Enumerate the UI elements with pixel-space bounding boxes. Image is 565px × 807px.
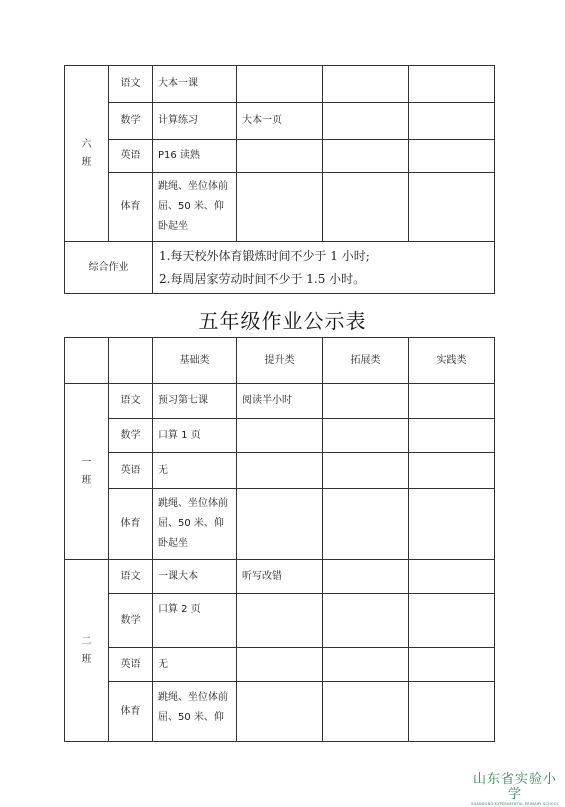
class-label: 一 班 — [65, 384, 109, 560]
summary-line-2: 2.每周居家劳动时间不少于 1.5 小时。 — [159, 271, 366, 286]
practice-cell — [409, 66, 495, 103]
practice-cell — [409, 648, 495, 682]
advanced-cell — [237, 682, 323, 742]
table-row — [65, 648, 495, 682]
basic-cell: 跳绳、坐位体前 屈、50 米、仰 — [153, 682, 237, 742]
basic-cell: 跳绳、坐位体前 屈、50 米、仰 卧起坐 — [153, 489, 237, 560]
advanced-cell — [237, 648, 323, 682]
subject-cell: 数学 — [109, 594, 153, 648]
extension-cell — [323, 384, 409, 419]
practice-cell — [409, 453, 495, 489]
basic-cell: 跳绳、坐位体前 屈、50 米、仰 卧起坐 — [153, 173, 237, 242]
advanced-cell — [237, 419, 323, 453]
subject-cell: 语文 — [109, 384, 153, 419]
homework-table — [64, 337, 495, 742]
practice-cell — [409, 173, 495, 242]
corner-cell — [109, 338, 153, 384]
practice-cell — [409, 140, 495, 173]
subject-cell: 数学 — [109, 103, 153, 140]
summary-line-1: 1.每天校外体育锻炼时间不少于 1 小时; — [159, 248, 370, 263]
basic-cell: 无 — [153, 648, 237, 682]
basic-cell: 一课大本 — [153, 560, 237, 594]
extension-cell — [323, 489, 409, 560]
school-name-en: SHANDONG EXPERIMENTAL PRIMARY SCHOOL — [471, 802, 559, 806]
advanced-cell — [237, 489, 323, 560]
table-row — [65, 384, 495, 419]
class-six-table — [64, 65, 495, 294]
advanced-cell: 阅读半小时 — [237, 384, 323, 419]
basic-cell: 大本一课 — [153, 66, 237, 103]
subject-cell: 英语 — [109, 453, 153, 489]
basic-cell: 口算 2 页 — [153, 594, 237, 648]
subject-cell: 体育 — [109, 173, 153, 242]
extension-cell — [323, 560, 409, 594]
subject-cell: 语文 — [109, 560, 153, 594]
header-extension: 拓展类 — [323, 338, 409, 384]
extension-cell — [323, 648, 409, 682]
advanced-cell — [237, 594, 323, 648]
table-row — [65, 173, 495, 242]
extension-cell — [323, 419, 409, 453]
practice-cell — [409, 419, 495, 453]
table-row — [65, 103, 495, 140]
basic-cell: 预习第七课 — [153, 384, 237, 419]
advanced-cell — [237, 173, 323, 242]
extension-cell — [323, 173, 409, 242]
advanced-cell — [237, 140, 323, 173]
header-basic: 基础类 — [153, 338, 237, 384]
summary-label: 综合作业 — [65, 242, 153, 294]
practice-cell — [409, 594, 495, 648]
extension-cell — [323, 66, 409, 103]
subject-cell: 数学 — [109, 419, 153, 453]
header-advanced: 提升类 — [237, 338, 323, 384]
school-name-cn: 山东省实验小学 — [472, 772, 557, 802]
class-label: 二 班 — [65, 560, 109, 742]
practice-cell — [409, 682, 495, 742]
advanced-cell: 大本一页 — [237, 103, 323, 140]
practice-cell — [409, 384, 495, 419]
subject-cell: 体育 — [109, 682, 153, 742]
extension-cell — [323, 453, 409, 489]
header-row — [65, 338, 495, 384]
school-logo — [470, 772, 560, 807]
table-row — [65, 419, 495, 453]
advanced-cell: 听写改错 — [237, 560, 323, 594]
basic-cell: 计算练习 — [153, 103, 237, 140]
extension-cell — [323, 594, 409, 648]
extension-cell — [323, 682, 409, 742]
subject-cell: 语文 — [109, 66, 153, 103]
practice-cell — [409, 489, 495, 560]
class-label: 六 班 — [65, 66, 109, 242]
basic-cell: 口算 1 页 — [153, 419, 237, 453]
advanced-cell — [237, 453, 323, 489]
header-practice: 实践类 — [409, 338, 495, 384]
advanced-cell — [237, 66, 323, 103]
basic-cell: 无 — [153, 453, 237, 489]
page-title: 五年级作业公示表 — [198, 309, 367, 333]
summary-text — [153, 242, 495, 294]
table-row — [65, 140, 495, 173]
corner-cell — [65, 338, 109, 384]
table-row — [65, 560, 495, 594]
subject-cell: 体育 — [109, 489, 153, 560]
table-row — [65, 66, 495, 103]
basic-cell: P16 读熟 — [153, 140, 237, 173]
table-row — [65, 594, 495, 648]
summary-row — [65, 242, 495, 294]
practice-cell — [409, 103, 495, 140]
practice-cell — [409, 560, 495, 594]
subject-cell: 英语 — [109, 140, 153, 173]
table-row — [65, 682, 495, 742]
table-row — [65, 453, 495, 489]
extension-cell — [323, 140, 409, 173]
extension-cell — [323, 103, 409, 140]
table-row — [65, 489, 495, 560]
subject-cell: 英语 — [109, 648, 153, 682]
